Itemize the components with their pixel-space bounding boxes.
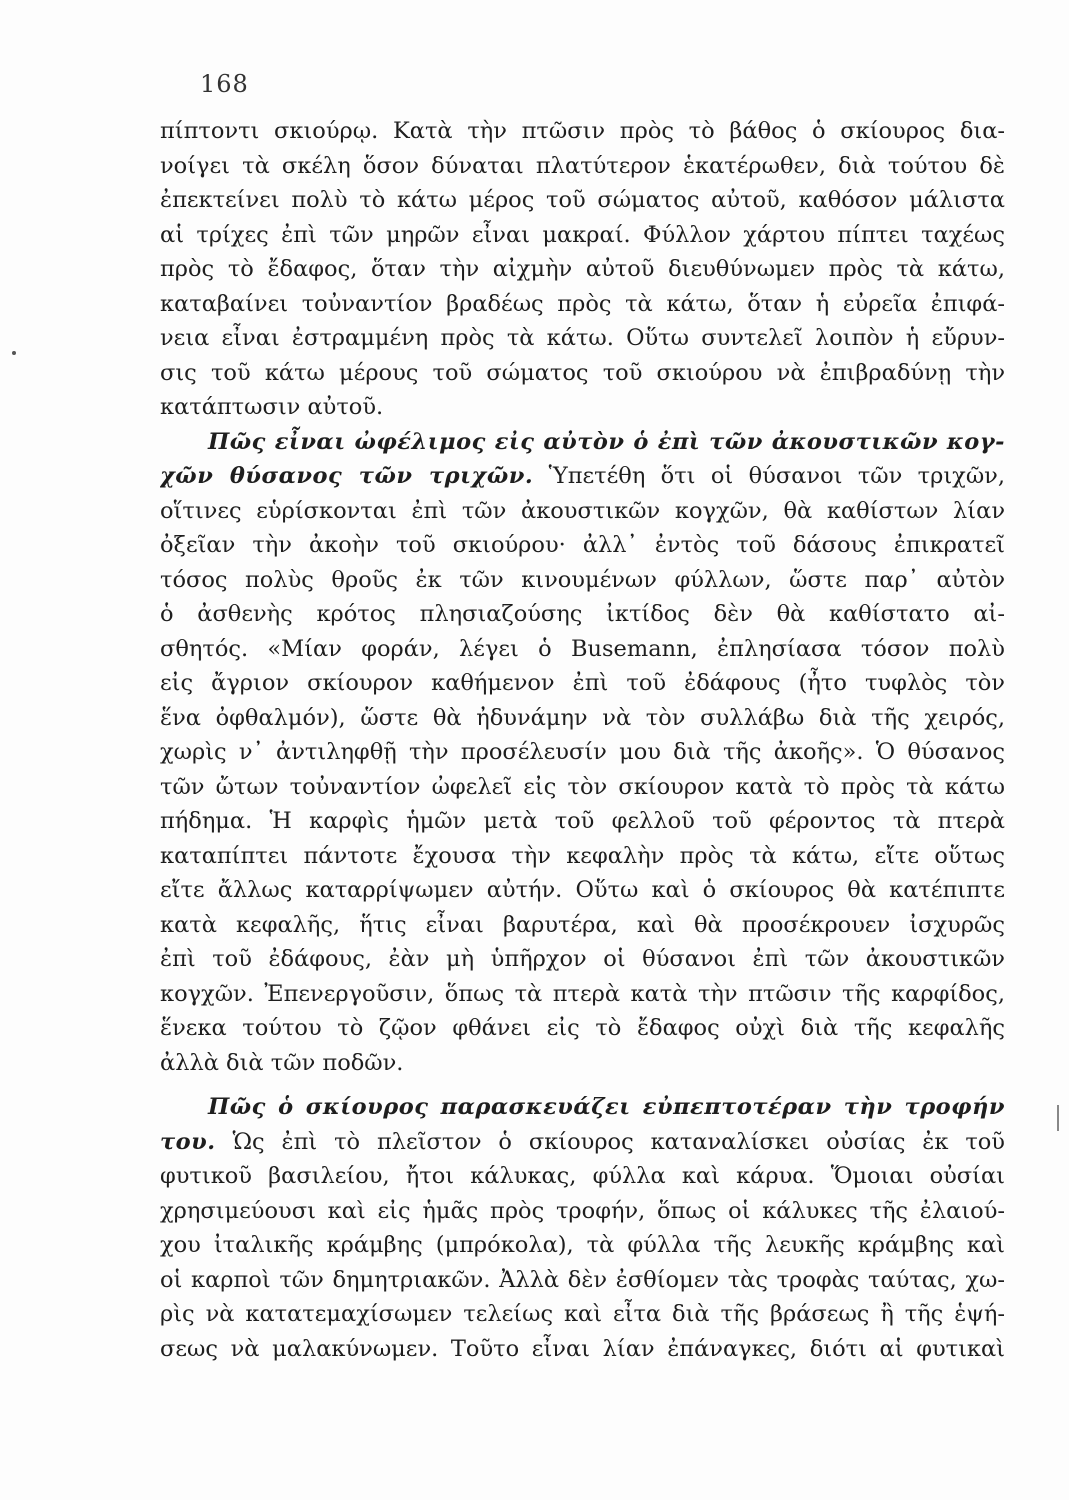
text-line [160,1125,1005,1160]
scan-edge-mark [1057,1105,1059,1131]
text-line: καταβαίνει τοὐναντίον βραδέως πρὸς τὰ κάτω, ὅταν ἡ εὐρεῖα ἐπιφά- [160,290,1005,317]
text-line: οἵτινες εὑρίσκονται ἐπὶ τῶν ἀκουστικῶν κογχῶν, θὰ καθίστων λίαν [160,497,1005,524]
text-line: ρὶς νὰ κατατεμαχίσωμεν τελείως καὶ εἶτα διὰ τῆς βράσεως ἢ τῆς ἑψή- [160,1301,1005,1327]
text-line: ἕνα ὀφθαλμόν), ὥστε θὰ ἠδυνάμην νὰ τὸν συλλάβω διὰ τῆς χειρός, [160,704,1005,731]
text-line: τόσος πολὺς θροῦς ἐκ τῶν κινουμένων φύλλων, ὥστε παρ᾽ αὐτὸν [160,566,1005,593]
text-line: ἐπὶ τοῦ ἐδάφους, ἐὰν μὴ ὑπῆρχον οἱ θύσανοι ἐπὶ τῶν ἀκουστικῶν [160,946,1005,972]
text-line: ὁ ἀσθενὴς κρότος πλησιαζούσης ἰκτίδος δὲν θὰ καθίστατο αἰ- [160,601,1005,627]
text-line: ἐπεκτείνει πολὺ τὸ κάτω μέρος τοῦ σώματος αὐτοῦ, καθόσον μάλιστα [160,187,1005,213]
text-line: καταπίπτει πάντοτε ἔχουσα τὴν κεφαλὴν πρὸς τὰ κάτω, εἴτε οὕτως [160,842,1005,869]
text-line: κατὰ κεφαλῆς, ἥτις εἶναι βαρυτέρα, καὶ θὰ προσέκρουεν ἰσχυρῶς [160,911,1005,938]
scan-speck [12,351,16,355]
body-text [160,114,1005,1366]
text-line: κατάπτωσιν αὐτοῦ. [160,394,384,420]
page-number: 168 [200,70,249,98]
text-line: τῶν ὤτων τοὐναντίον ὠφελεῖ εἰς τὸν σκίουρον κατὰ τὸ πρὸς τὰ κάτω [160,773,1005,800]
text-line: χωρὶς ν᾽ ἀντιληφθῇ τὴν προσέλευσίν μου διὰ τῆς ἀκοῆς». Ὁ θύσανος [160,739,1005,765]
text-line: πήδημα. Ἡ καρφὶς ἡμῶν μετὰ τοῦ φελλοῦ τοῦ φέροντος τὰ πτερὰ [160,808,1005,834]
text-line: πίπτοντι σκιούρῳ. Κατὰ τὴν πτῶσιν πρὸς τὸ βάθος ὁ σκίουρος δια- [160,118,1005,144]
text-line: κογχῶν. Ἐπενεργοῦσιν, ὅπως τὰ πτερὰ κατὰ τὴν πτῶσιν τῆς καρφίδος, [160,980,1005,1007]
text-line: σθητός. «Μίαν φοράν, λέγει ὁ Busemann, ἐπλησίασα τόσον πολὺ [160,635,1005,662]
text-line: φυτικοῦ βασιλείου, ἤτοι κάλυκας, φύλλα καὶ κάρυα. Ὅμοιαι οὐσίαι [160,1163,1005,1189]
text-line: νεια εἶναι ἐστραμμένη πρὸς τὰ κάτω. Οὕτω συντελεῖ λοιπὸν ἡ εὔρυν- [160,325,1005,351]
text-line: οἱ καρποὶ τῶν δημητριακῶν. Ἀλλὰ δὲν ἐσθίομεν τὰς τροφὰς ταύτας, χω- [160,1266,1005,1293]
section-heading-ears: Πῶς εἶναι ὠφέλιμος εἰς αὐτὸν ὁ ἐπὶ τῶν ἀκουστικῶν κογ- [208,428,1005,455]
section-heading-ears-cont: χῶν θύσανος τῶν τριχῶν. [160,463,534,489]
text-line [160,459,1005,494]
text-line: ὀξεῖαν τὴν ἀκοὴν τοῦ σκιούρου· ἀλλ᾽ ἐντὸς τοῦ δάσους ἐπικρατεῖ [160,532,1005,558]
text-line: σεως νὰ μαλακύνωμεν. Τοῦτο εἶναι λίαν ἐπάναγκες, διότι αἱ φυτικαὶ [160,1335,1005,1362]
text-line: ἕνεκα τούτου τὸ ζῷον φθάνει εἰς τὸ ἔδαφος οὐχὶ διὰ τῆς κεφαλῆς [160,1015,1005,1041]
section-heading-food-cont: του. [160,1128,216,1155]
text-line: νοίγει τὰ σκέλη ὅσον δύναται πλατύτερον ἑκατέρωθεν, διὰ τούτου δὲ [160,152,1005,179]
text-line: χρησιμεύουσι καὶ εἰς ἡμᾶς πρὸς τροφήν, ὅπως οἱ κάλυκες τῆς ἐλαιού- [160,1197,1005,1224]
text-line: εἰς ἄγριον σκίουρον καθήμενον ἐπὶ τοῦ ἐδάφους (ἦτο τυφλὸς τὸν [160,670,1005,696]
text-line: πρὸς τὸ ἔδαφος, ὅταν τὴν αἰχμὴν αὐτοῦ διευθύνωμεν πρὸς τὰ κάτω, [160,256,1005,282]
text-line: αἱ τρίχες ἐπὶ τῶν μηρῶν εἶναι μακραί. Φύλλον χάρτου πίπτει ταχέως [160,221,1005,248]
text-segment: Ὑπετέθη ὅτι οἱ θύσανοι τῶν τριχῶν, [533,463,1005,489]
text-line: χου ἰταλικῆς κράμβης (μπρόκολα), τὰ φύλλα τῆς λευκῆς κράμβης καὶ [160,1232,1005,1258]
text-line: ἀλλὰ διὰ τῶν ποδῶν. [160,1049,404,1076]
text-segment: Ὡς ἐπὶ τὸ πλεῖστον ὁ σκίουρος καταναλίσκει οὐσίας ἐκ τοῦ [215,1128,1005,1155]
text-line: σις τοῦ κάτω μέρους τοῦ σώματος τοῦ σκιούρου νὰ ἐπιβραδύνῃ τὴν [160,359,1005,386]
text-line: εἴτε ἄλλως καταρρίψωμεν αὐτήν. Οὕτω καὶ ὁ σκίουρος θὰ κατέπιπτε [160,877,1005,903]
section-heading-food: Πῶς ὁ σκίουρος παρασκευάζει εὐπεπτοτέραν τὴν τροφήν [208,1094,1005,1120]
paragraph-gap [160,1080,1005,1090]
